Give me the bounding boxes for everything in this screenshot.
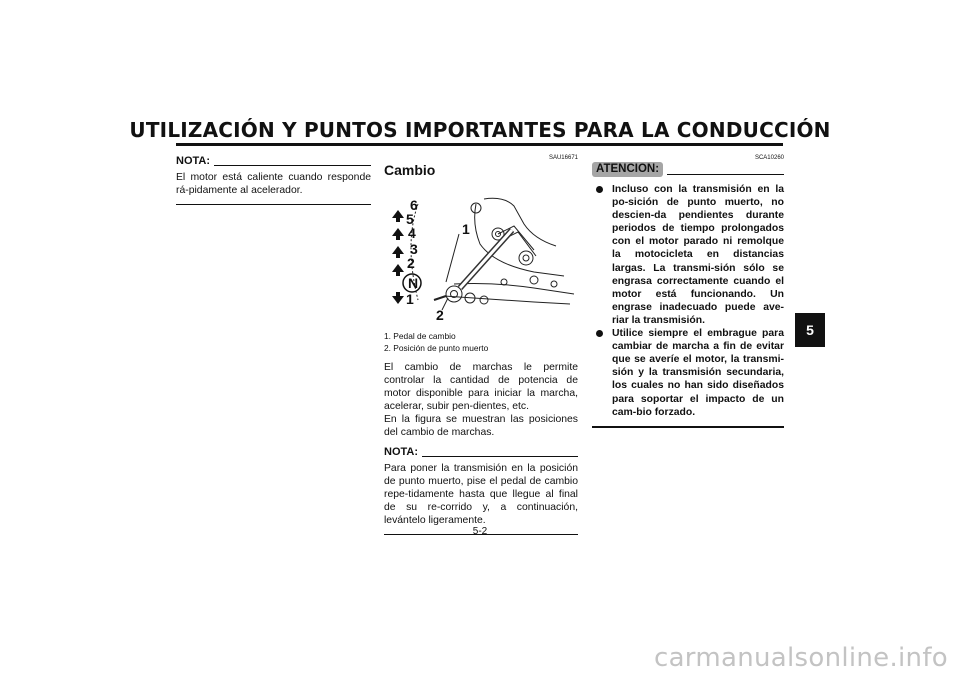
nota-header xyxy=(384,446,578,459)
gear-label: 2 xyxy=(407,255,415,271)
list-item xyxy=(592,327,784,419)
page-number: 5-2 xyxy=(472,526,488,537)
nota-text: El motor está caliente cuando responde rá-pidamente al acelerador. xyxy=(176,172,371,196)
chapter-tab: 5 xyxy=(795,313,825,347)
bullet-icon xyxy=(596,330,603,337)
figure-caption: 2. Posición de punto muerto xyxy=(384,343,489,353)
gear-label: 4 xyxy=(408,225,416,241)
atencion-label: ATENCION: xyxy=(592,162,663,177)
column-left xyxy=(176,155,371,205)
list-item-text: Utilice siempre el embrague para cambiar de marcha a fin de evitar que se averíe el motor, la transmi-sión y la transmisión secundaria, los cuales no han sido diseñados para soportar el impacto de un cam-bio forzado. xyxy=(612,328,784,418)
nota-label: NOTA: xyxy=(384,446,419,458)
atencion-rule xyxy=(667,174,784,175)
section-code: SAU16671 xyxy=(548,155,578,161)
section-title: Cambio xyxy=(384,162,436,178)
atencion-list xyxy=(592,183,784,419)
gear-label: 1 xyxy=(406,291,414,307)
gear-label: N xyxy=(408,275,419,291)
nota-label: NOTA: xyxy=(176,155,211,167)
gear-label: 3 xyxy=(410,241,418,257)
nota-rule xyxy=(214,165,371,166)
bullet-icon xyxy=(596,186,603,193)
page-title: UTILIZACIÓN Y PUNTOS IMPORTANTES PARA LA CONDUCCIÓN xyxy=(129,118,831,142)
watermark: carmanualsonline.info xyxy=(653,643,948,673)
column-middle xyxy=(384,155,578,535)
shift-pedal-figure xyxy=(384,184,578,324)
figure-caption: 1. Pedal de cambio xyxy=(384,331,456,341)
section-code: SCA10260 xyxy=(754,155,784,161)
gear-label: 5 xyxy=(406,211,414,227)
atencion-end-rule xyxy=(592,426,784,428)
nota-rule xyxy=(422,456,578,457)
nota-header xyxy=(176,155,371,168)
body-paragraph: El cambio de marchas le permite controlar la cantidad de potencia de motor disponible para iniciar la marcha, acelerar, subir pen-dientes, etc. xyxy=(384,362,578,412)
title-rule xyxy=(176,143,783,146)
nota-end-rule xyxy=(176,204,371,205)
gear-label: 6 xyxy=(410,197,418,213)
column-right xyxy=(592,155,784,428)
callout-1: 1 xyxy=(462,221,470,237)
nota-text: Para poner la transmisión en la posición de punto muerto, pise el pedal de cambio repe-tidamente hasta que llegue al final de su re-corrido y, a continuación, levántelo ligeramente. xyxy=(384,463,578,526)
atencion-header xyxy=(592,162,784,177)
shift-pedal-illustration xyxy=(384,184,578,324)
list-item-text: Incluso con la transmisión en la po-sición de punto muerto, no descien-da pendientes durante periodos de tiempo prolongados con el motor parado ni remolque la motocicleta en distancias largas. La transmi-sión sólo se engrasa correctamente cuando el motor está funcionando. Un engrase inadecuado puede ave-riar la transmisión. xyxy=(612,184,784,326)
callout-2: 2 xyxy=(436,307,444,323)
body-paragraph: En la figura se muestran las posiciones del cambio de marchas. xyxy=(384,414,578,438)
list-item xyxy=(592,183,784,327)
